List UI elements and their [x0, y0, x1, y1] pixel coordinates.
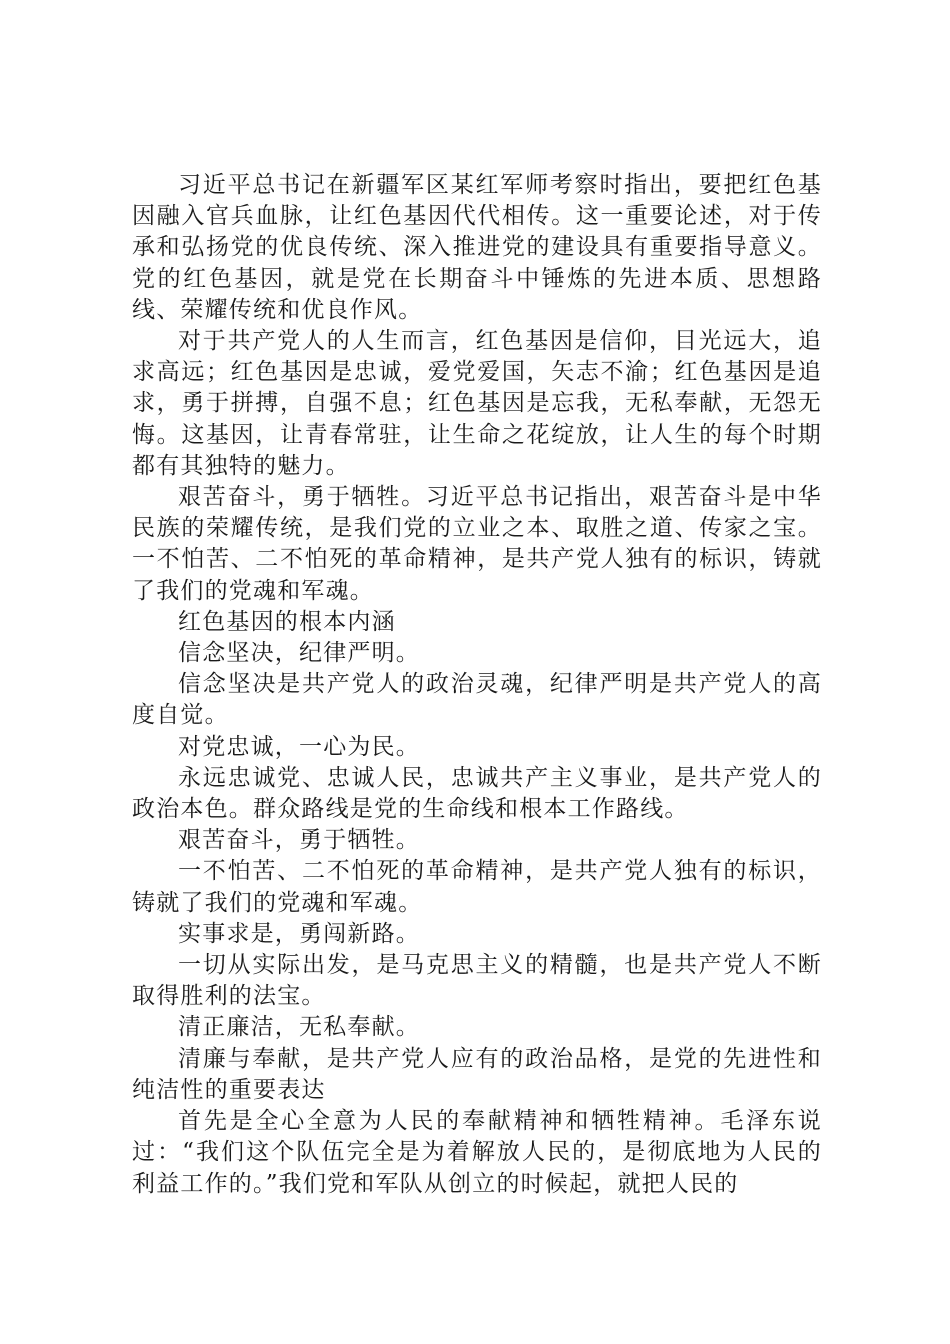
- paragraph: 一切从实际出发，是马克思主义的精髓，也是共产党人不断取得胜利的法宝。: [132, 952, 822, 1010]
- subheading: 实事求是，勇闯新路。: [178, 920, 420, 947]
- document-body: [132, 170, 822, 1200]
- paragraph: 首先是全心全意为人民的奉献精神和牺牲精神。毛泽东说过：“我们这个队伍完全是为着解放人民的，是彻底地为人民的利益工作的。”我们党和军队从创立的时候起，就把人民的: [132, 1108, 822, 1197]
- paragraph: 清廉与奉献，是共产党人应有的政治品格，是党的先进性和纯洁性的重要表达: [132, 1045, 822, 1103]
- subheading: 对党忠诚，一心为民。: [178, 733, 420, 760]
- subheading: 清正廉洁，无私奉献。: [178, 1014, 420, 1041]
- paragraph: 对于共产党人的人生而言，红色基因是信仰，目光远大，追求高远；红色基因是忠诚，爱党爱国，矢志不渝；红色基因是追求，勇于拼搏，自强不息；红色基因是忘我，无私奉献，无怨无悔。这基因，让青春常驻，让生命之花绽放，让人生的每个时期都有其独特的魅力。: [132, 328, 822, 479]
- paragraph: 一不怕苦、二不怕死的革命精神，是共产党人独有的标识，铸就了我们的党魂和军魂。: [132, 858, 822, 916]
- paragraph: 永远忠诚党、忠诚人民，忠诚共产主义事业，是共产党人的政治本色。群众路线是党的生命线和根本工作路线。: [132, 764, 822, 823]
- paragraph: 习近平总书记在新疆军区某红军师考察时指出，要把红色基因融入官兵血脉，让红色基因代代相传。这一重要论述，对于传承和弘扬党的优良传统、深入推进党的建设具有重要指导意义。党的红色基因，就是党在长期奋斗中锤炼的先进本质、思想路线、荣耀传统和优良作风。: [132, 172, 822, 323]
- subheading: 艰苦奋斗，勇于牺牲。: [178, 827, 420, 854]
- paragraph: 信念坚决是共产党人的政治灵魂，纪律严明是共产党人的高度自觉。: [132, 671, 822, 729]
- subheading: 信念坚决，纪律严明。: [178, 640, 420, 667]
- section-heading: 红色基因的根本内涵: [178, 608, 396, 635]
- paragraph: 艰苦奋斗，勇于牺牲。习近平总书记指出，艰苦奋斗是中华民族的荣耀传统，是我们党的立业之本、取胜之道、传家之宝。一不怕苦、二不怕死的革命精神，是共产党人独有的标识，铸就了我们的党魂和军魂。: [132, 484, 822, 604]
